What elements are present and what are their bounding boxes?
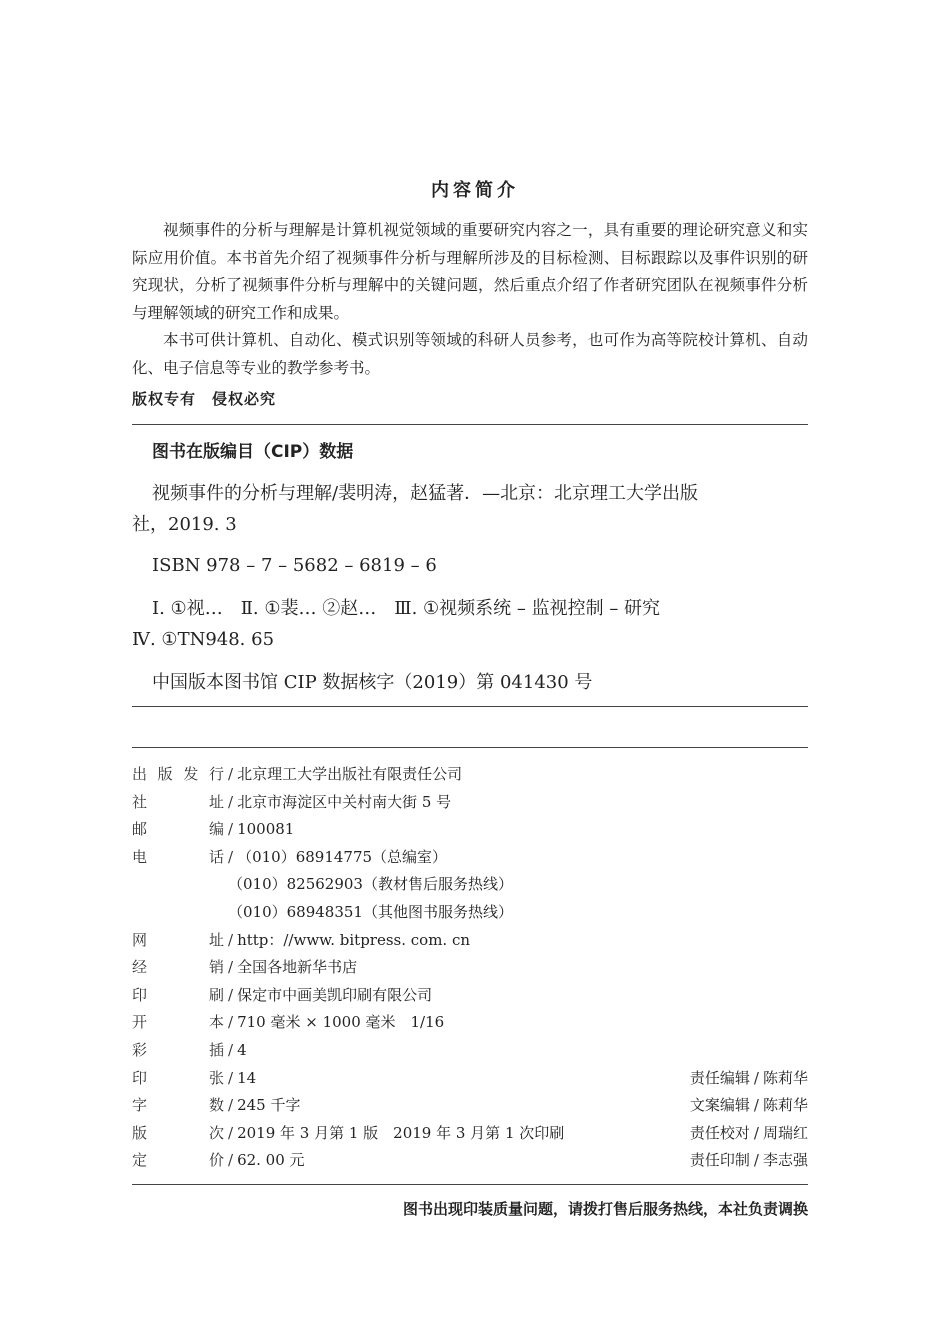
abstract-paragraph: 本书可供计算机、自动化、模式识别等领域的科研人员参考，也可作为高等院校计算机、自动化、电子信息等专业的教学参考书。 (132, 331, 808, 377)
separator: / (228, 1123, 234, 1142)
separator: / (228, 765, 234, 783)
separator: / (228, 1040, 234, 1059)
info-value (228, 982, 432, 1010)
info-value (228, 844, 447, 872)
editor-name: 李志强 (762, 1151, 808, 1170)
separator: / (228, 820, 234, 839)
abstract-paragraph: 视频事件的分析与理解是计算机视觉领域的重要研究内容之一，具有重要的理论研究意义和实际应用价值。本书首先介绍了视频事件分析与理解所涉及的目标检测、目标跟踪以及事件识别的研究现状，分析了视频事件分析与理解中的关键问题，然后重点介绍了作者研究团队在视频事件分析与理解领域的研究工作和成果。 (132, 221, 808, 322)
separator: / (228, 1151, 234, 1170)
separator: / (228, 1013, 234, 1032)
info-label-char: 社 (132, 792, 148, 811)
separator: / (753, 1151, 759, 1170)
info-value (228, 1147, 305, 1175)
info-row (132, 844, 808, 872)
divider (132, 747, 808, 748)
info-label-char: 版 (157, 765, 173, 783)
info-label (132, 1037, 224, 1065)
editor-credit (690, 1065, 808, 1093)
editor-credit (690, 1092, 808, 1120)
info-value (228, 899, 513, 927)
info-row (132, 1009, 808, 1037)
abstract (132, 217, 808, 382)
cip-book-line: 社，2019. 3 (132, 514, 237, 535)
cip-isbn: ISBN 978 – 7 – 5682 – 6819 – 6 (152, 555, 437, 576)
cip-block (132, 437, 808, 698)
separator: / (228, 1096, 234, 1115)
info-value-text: 北京市海淀区中关村南大街 5 号 (237, 792, 452, 811)
cip-class-line: Ⅳ. ①TN948. 65 (132, 629, 275, 650)
info-row (132, 1147, 808, 1175)
separator: / (228, 958, 234, 977)
info-value-text: 北京理工大学出版社有限责任公司 (237, 765, 463, 783)
info-value (228, 1065, 256, 1093)
info-label-char: 价 (208, 1151, 224, 1170)
divider (132, 706, 808, 707)
info-value (228, 871, 513, 899)
info-label-char: 张 (208, 1068, 224, 1087)
info-row (132, 761, 808, 789)
separator: / (753, 1068, 759, 1087)
info-value-text: （010）82562903（教材售后服务热线） (228, 875, 513, 894)
info-value-text: 100081 (237, 820, 295, 839)
separator: / (228, 847, 234, 866)
info-label (132, 954, 224, 982)
info-label-char: 邮 (132, 820, 148, 839)
info-label-char: 网 (132, 930, 148, 949)
info-label (132, 1065, 224, 1093)
info-label-char: 经 (132, 958, 148, 977)
editor-role: 责任印制 (689, 1151, 750, 1170)
info-row (132, 899, 808, 927)
info-row (132, 871, 808, 899)
info-label (132, 927, 224, 955)
separator: / (228, 1068, 234, 1087)
rights-notice: 版权专有 侵权必究 (132, 390, 277, 408)
info-label (132, 761, 224, 789)
info-value-text: 62. 00 元 (237, 1151, 305, 1170)
info-value (228, 954, 357, 982)
info-row (132, 1037, 808, 1065)
info-value (228, 1009, 444, 1037)
editor-role: 文案编辑 (689, 1096, 750, 1115)
info-label-char: 发 (183, 765, 199, 783)
info-label-char: 址 (208, 930, 224, 949)
info-label-char: 出 (132, 765, 148, 783)
info-value-text: 245 千字 (237, 1096, 301, 1115)
info-value (228, 1092, 300, 1120)
info-value (228, 761, 462, 789)
info-label-char: 数 (208, 1096, 224, 1115)
cip-class-line: Ⅰ. ①视… Ⅱ. ①裴… ②赵… Ⅲ. ①视频系统 – 监视控制 – 研究 (152, 598, 661, 619)
info-label (132, 982, 224, 1010)
cip-book-line: 视频事件的分析与理解/裴明涛，赵猛著．—北京：北京理工大学出版 (152, 483, 699, 504)
info-label-char: 刷 (208, 985, 224, 1004)
separator: / (753, 1123, 759, 1142)
info-label-char: 字 (132, 1096, 148, 1115)
info-row (132, 927, 808, 955)
info-value-text: 全国各地新华书店 (237, 958, 358, 977)
cip-heading: 图书在版编目（CIP）数据 (152, 442, 354, 462)
info-label-char: 印 (132, 1068, 148, 1087)
quality-notice: 图书出现印装质量问题，请拨打售后服务热线，本社负责调换 (402, 1200, 808, 1218)
info-label (132, 789, 224, 817)
info-value (228, 789, 451, 817)
info-label-char: 编 (208, 820, 224, 839)
info-value (228, 816, 294, 844)
page-title: 内容简介 (431, 180, 519, 201)
info-label-char: 插 (208, 1040, 224, 1059)
info-row (132, 789, 808, 817)
editor-name: 陈莉华 (762, 1068, 808, 1087)
info-label (132, 1009, 224, 1037)
separator: / (228, 930, 234, 949)
info-label (132, 1147, 224, 1175)
info-label-char: 本 (208, 1013, 224, 1032)
info-value-text: 2019 年 3 月第 1 版 2019 年 3 月第 1 次印刷 (237, 1123, 565, 1142)
info-label-char: 开 (132, 1013, 148, 1032)
info-label (132, 844, 224, 872)
info-label-char: 销 (208, 958, 224, 977)
info-row (132, 1065, 808, 1093)
publication-info (132, 761, 808, 1175)
editor-credit (690, 1120, 808, 1148)
info-label-char: 版 (132, 1123, 148, 1142)
info-value-text: http：//www. bitpress. com. cn (237, 930, 471, 949)
info-value-text: 710 毫米 × 1000 毫米 1/16 (237, 1013, 445, 1032)
info-value (228, 1120, 564, 1148)
info-value-text: 4 (237, 1040, 247, 1059)
separator: / (228, 792, 234, 811)
info-label-char: 行 (208, 765, 224, 783)
info-label (132, 1092, 224, 1120)
info-value (228, 1037, 247, 1065)
info-label-char: 彩 (132, 1040, 148, 1059)
editor-credit (690, 1147, 808, 1175)
info-label-char: 电 (132, 847, 148, 866)
editor-name: 周瑞红 (762, 1123, 808, 1142)
separator: / (753, 1096, 759, 1115)
divider (132, 424, 808, 425)
info-label-char: 话 (208, 847, 224, 866)
editor-role: 责任校对 (689, 1123, 750, 1142)
info-label-char: 定 (132, 1151, 148, 1170)
info-row (132, 982, 808, 1010)
info-row (132, 954, 808, 982)
info-value-text: （010）68948351（其他图书服务热线） (228, 902, 513, 921)
info-row (132, 1120, 808, 1148)
editor-name: 陈莉华 (762, 1096, 808, 1115)
info-label (132, 1120, 224, 1148)
info-value-text: （010）68914775（总编室） (237, 847, 448, 866)
info-label (132, 816, 224, 844)
divider (132, 1184, 808, 1185)
info-row (132, 816, 808, 844)
info-value (228, 927, 470, 955)
editor-role: 责任编辑 (689, 1068, 750, 1087)
info-label-char: 次 (208, 1123, 224, 1142)
info-label-char: 址 (208, 792, 224, 811)
info-row (132, 1092, 808, 1120)
info-value-text: 保定市中画美凯印刷有限公司 (237, 985, 433, 1004)
info-label-char: 印 (132, 985, 148, 1004)
separator: / (228, 985, 234, 1004)
info-value-text: 14 (237, 1068, 257, 1087)
cip-number: 中国版本图书馆 CIP 数据核字（2019）第 041430 号 (152, 672, 593, 693)
